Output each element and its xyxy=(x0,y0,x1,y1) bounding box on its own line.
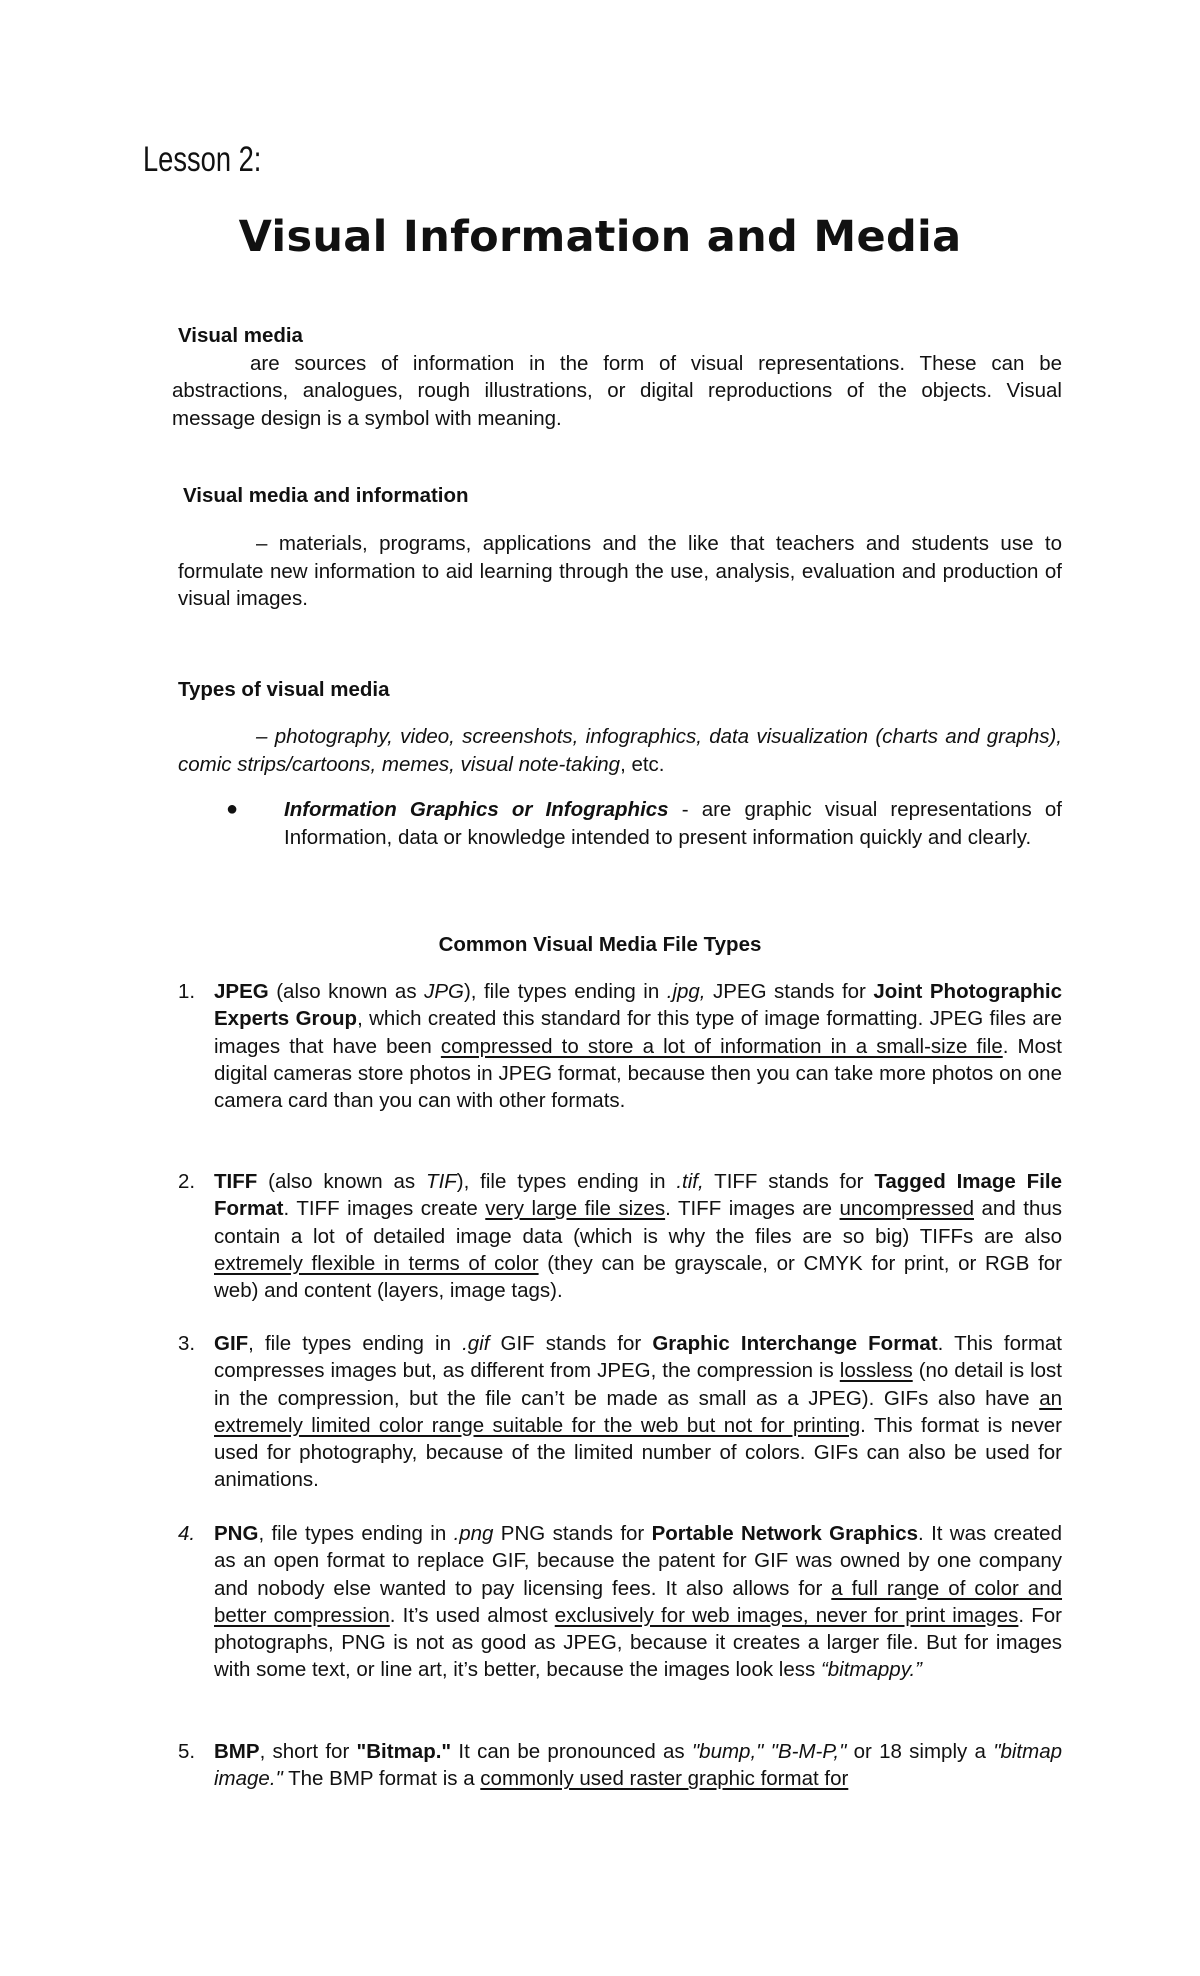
underlined-text: a full range of color and better compression xyxy=(214,1576,1063,1627)
bold-term: Tagged Image File Format xyxy=(214,1170,1062,1221)
italic-text: .png xyxy=(453,1522,494,1545)
bullet-icon: ● xyxy=(226,798,239,820)
text-run: The BMP format is a xyxy=(282,1767,481,1791)
text-run: , file types ending in xyxy=(248,1332,463,1355)
text-run: TIFF stands for xyxy=(703,1170,875,1193)
bold-term: BMP xyxy=(214,1740,260,1763)
types-list: – photography, video, screenshots, infographics, data visualization (charts and graphs), comic strips/cartoons, memes, visual note-taking xyxy=(178,725,1062,776)
text-run: , which created this standard for this type of image formatting. JPEG files are images that have been xyxy=(214,1007,1062,1058)
text-run: . It was created as an open format to replace GIF, because the patent for GIF was owned by one company and nobody else wanted to pay licensing fees. It also allows for xyxy=(214,1522,1062,1600)
section-body-types xyxy=(178,723,1062,778)
item-number: 2. xyxy=(178,1170,196,1193)
file-type-item xyxy=(178,1520,1062,1684)
text-run: GIF stands for xyxy=(489,1332,653,1355)
types-tail: , etc. xyxy=(620,752,665,776)
item-text xyxy=(214,1168,1062,1304)
text-run: (no detail is lost in the compression, but the file can’t be made as small as a JPEG). GIFs also have xyxy=(214,1359,1062,1410)
file-type-item xyxy=(178,1168,1062,1304)
bold-term: JPEG xyxy=(214,980,269,1003)
item-text xyxy=(214,1520,1062,1684)
item-text xyxy=(214,1330,1062,1494)
text-run: . This format is never used for photography, because of the limited number of colors. GIFs can also be used for animations. xyxy=(214,1413,1062,1492)
section-heading-types: Types of visual media xyxy=(178,678,390,701)
text-run: . TIFF images are xyxy=(665,1197,840,1221)
text-run: (they can be grayscale, or CMYK for print, or RGB for web) and content (layers, image tags). xyxy=(214,1251,1062,1303)
section-heading: Visual media xyxy=(178,324,303,347)
section-heading-media-information: Visual media and information xyxy=(183,484,469,507)
underlined-text: commonly used raster graphic format for xyxy=(480,1767,849,1791)
text-run: (also known as xyxy=(257,1170,427,1193)
bold-term: Graphic Interchange Format xyxy=(652,1332,938,1355)
bold-term: Portable Network Graphics xyxy=(651,1522,919,1545)
underlined-text: extremely flexible in terms of color xyxy=(214,1251,539,1275)
file-type-item xyxy=(178,978,1062,1114)
italic-text: “bitmappy.” xyxy=(820,1658,922,1682)
underlined-text: exclusively for web images, never for print images xyxy=(554,1603,1019,1627)
bold-term: Joint Photographic Experts Group xyxy=(214,980,1062,1031)
lesson-label: Lesson 2: xyxy=(143,140,262,179)
file-type-item xyxy=(178,1330,1062,1494)
item-text xyxy=(214,1738,1062,1793)
bold-term: PNG xyxy=(214,1522,259,1545)
bold-term: "Bitmap." xyxy=(356,1740,452,1763)
item-number: 5. xyxy=(178,1740,196,1763)
text-run: or 18 simply a xyxy=(846,1740,994,1763)
item-number: 1. xyxy=(178,980,196,1003)
italic-text: "bump," "B-M-P," xyxy=(691,1740,847,1763)
underlined-text: an extremely limited color range suitable for the web but not for printing xyxy=(214,1386,1062,1437)
bullet-term: Information Graphics or Infographics xyxy=(284,798,669,821)
underlined-text: lossless xyxy=(839,1359,913,1383)
bullet-definition: - are graphic visual representations of Information, data or knowledge intended to present information quickly and clearly. xyxy=(284,798,1062,849)
text-run: JPEG stands for xyxy=(705,980,874,1003)
bold-term: TIFF xyxy=(214,1170,258,1193)
text-run: . This format compresses images but, as different from JPEG, the compression is xyxy=(214,1332,1062,1383)
underlined-text: uncompressed xyxy=(839,1197,974,1221)
text-run: (also known as xyxy=(268,980,425,1003)
italic-text: .tif, xyxy=(676,1170,704,1193)
italic-text: TIF xyxy=(426,1170,457,1193)
section-body: are sources of information in the form of visual representations. These can be abstractions, analogues, rough illustrations, or digital reproductions of the objects. Visual message design is a symbol with meaning. xyxy=(172,351,1062,430)
underlined-text: compressed to store a lot of information in a small-size file xyxy=(440,1034,1003,1058)
italic-text: .gif xyxy=(462,1332,490,1355)
bullet-text xyxy=(284,796,1062,851)
italic-text: "bitmap image." xyxy=(214,1740,1062,1791)
text-run: ), file types ending in xyxy=(463,980,667,1003)
text-run: . For photographs, PNG is not as good as JPEG, because it creates a larger file. But for images with some text, or line art, it’s better, because the images look less xyxy=(214,1603,1062,1682)
file-type-item xyxy=(178,1738,1062,1793)
italic-text: .jpg, xyxy=(666,980,706,1003)
infographics-bullet xyxy=(226,796,1062,851)
italic-text: JPG xyxy=(424,980,464,1003)
item-number: 3. xyxy=(178,1332,196,1355)
text-run: , short for xyxy=(259,1740,357,1763)
text-run: , file types ending in xyxy=(258,1522,454,1545)
item-number: 4. xyxy=(178,1522,196,1545)
text-run: . TIFF images create xyxy=(283,1197,486,1221)
text-run: It can be pronounced as xyxy=(451,1740,692,1763)
text-run: and thus contain a lot of detailed image data (which is why the files are so big) TIFFs are also xyxy=(214,1197,1063,1248)
item-text xyxy=(214,978,1062,1114)
section-visual-media xyxy=(172,322,1062,432)
bold-term: GIF xyxy=(214,1332,249,1355)
text-run: ), file types ending in xyxy=(456,1170,677,1193)
page-title: Visual Information and Media xyxy=(238,212,962,262)
text-run: . Most digital cameras store photos in JPEG format, because then you can take more photos on one camera card than you can with other formats. xyxy=(214,1034,1062,1113)
file-types-heading: Common Visual Media File Types xyxy=(438,933,762,956)
section-body-media-information: – materials, programs, applications and the like that teachers and students use to formulate new information to aid learning through the use, analysis, evaluation and production of visual images. xyxy=(178,532,1062,610)
underlined-text: very large file sizes xyxy=(485,1197,666,1221)
text-run: . It’s used almost xyxy=(389,1603,555,1627)
text-run: PNG stands for xyxy=(493,1522,652,1545)
